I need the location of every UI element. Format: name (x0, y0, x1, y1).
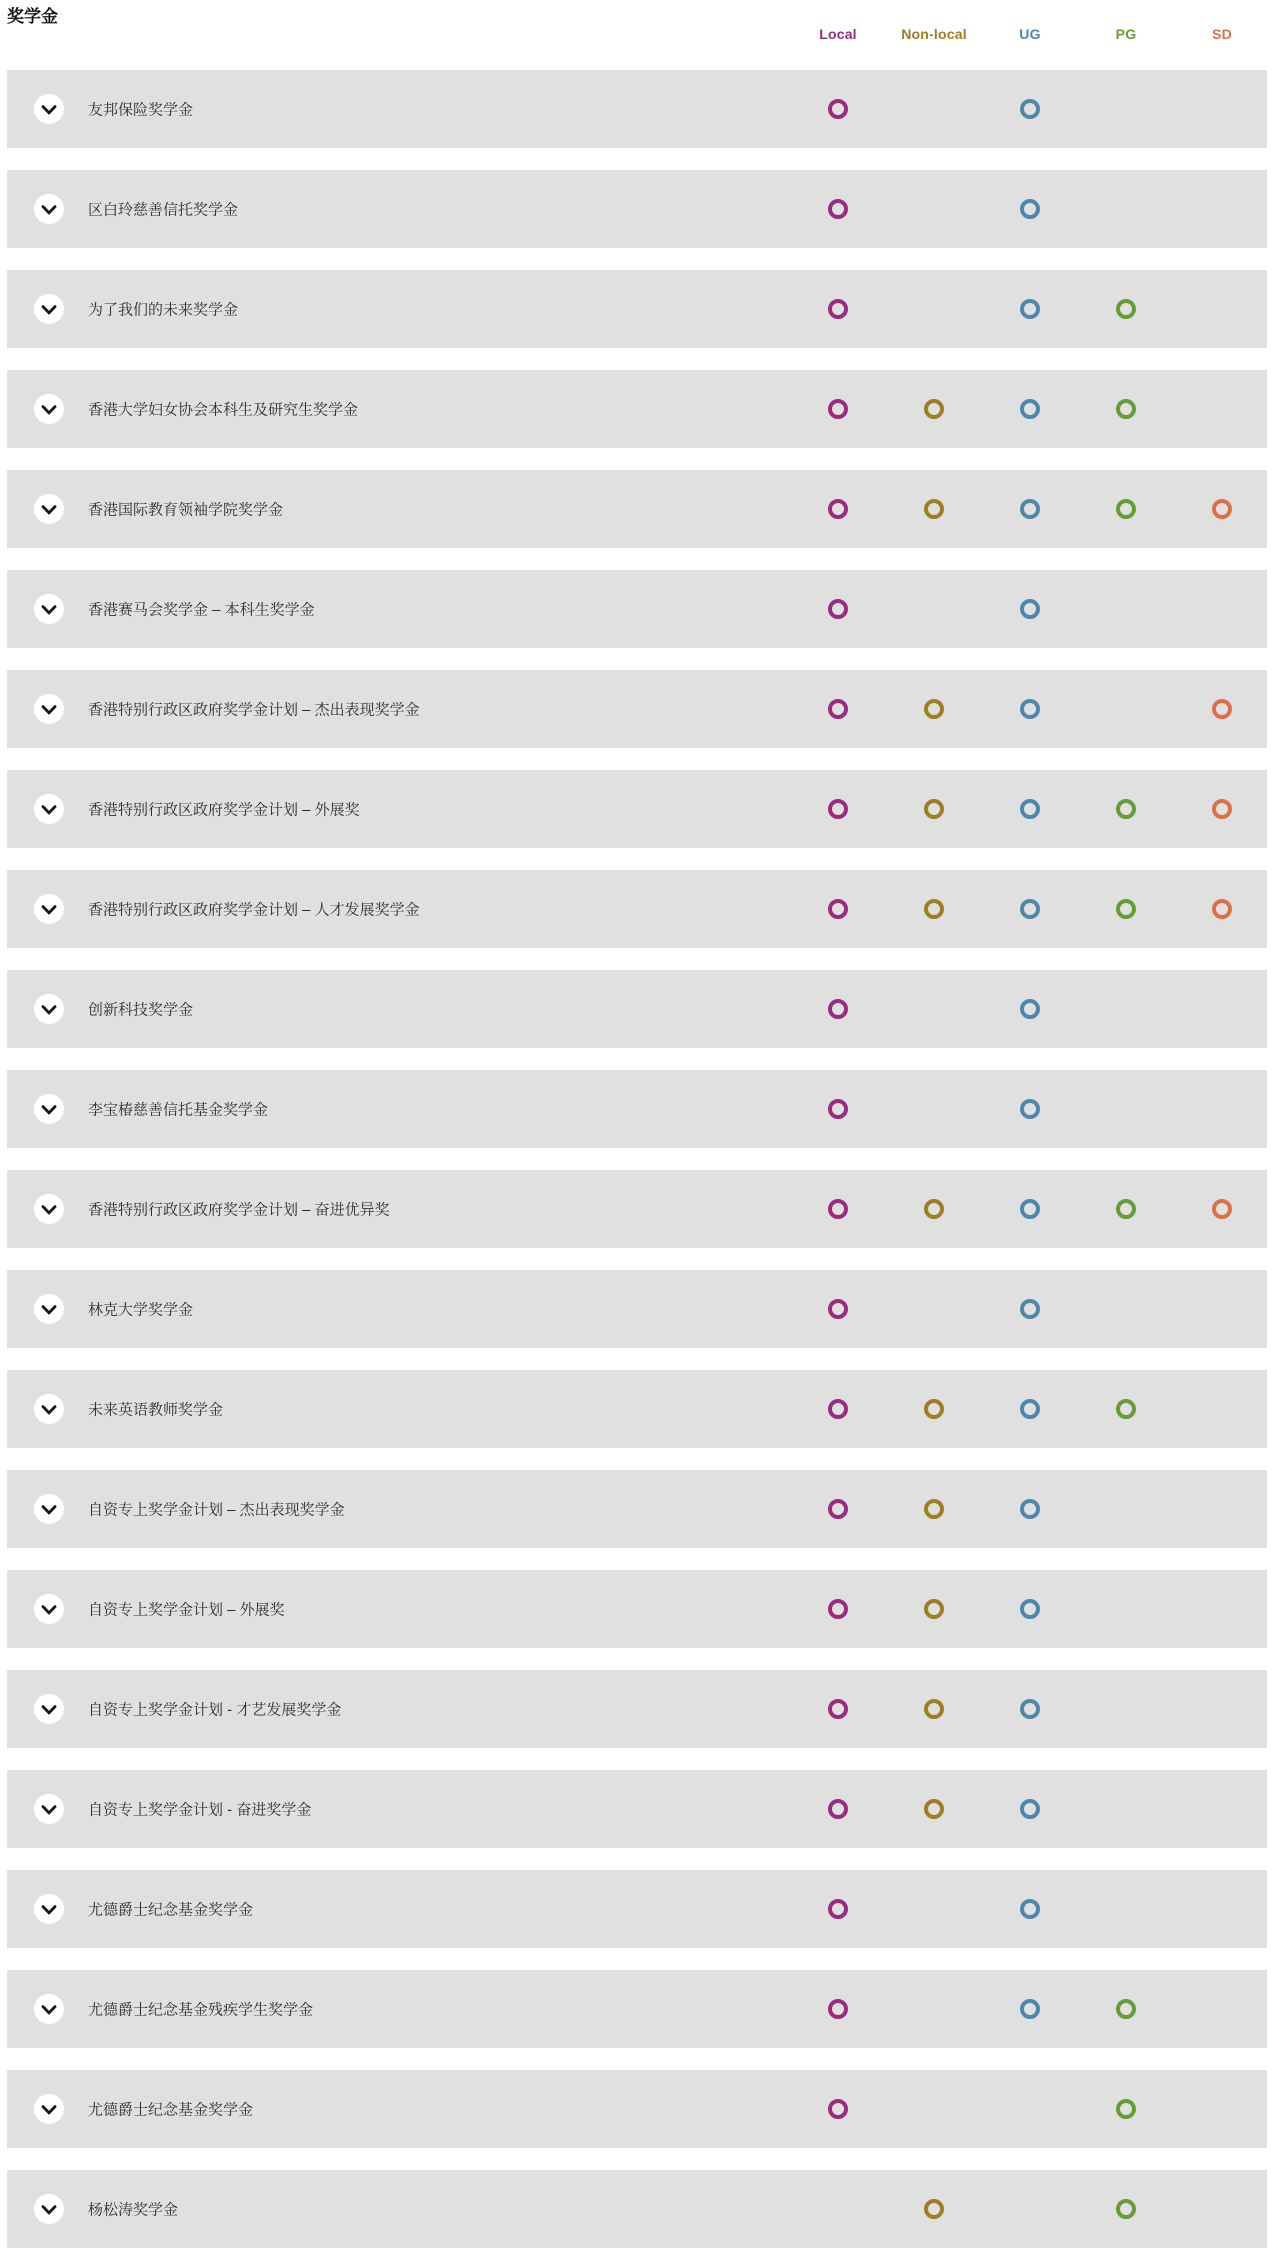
local-ring-icon (828, 2099, 848, 2119)
pg-ring-icon (1116, 2199, 1136, 2219)
non_local-ring-icon (924, 699, 944, 719)
mark-cell-sd (1174, 1070, 1270, 1148)
mark-cell-pg (1078, 1870, 1174, 1948)
chevron-down-icon (41, 1705, 57, 1715)
column-header-sd: SD (1212, 26, 1232, 42)
mark-cell-ug (982, 1070, 1078, 1148)
expand-button[interactable] (34, 1194, 64, 1224)
scholarship-name: 香港赛马会奖学金 – 本科生奖学金 (88, 601, 315, 619)
mark-cell-non_local (886, 2070, 982, 2148)
scholarship-name: 自资专上奖学金计划 – 外展奖 (88, 1601, 285, 1619)
scholarship-row[interactable] (7, 370, 1267, 448)
non_local-ring-icon (924, 1799, 944, 1819)
local-ring-icon (828, 199, 848, 219)
expand-button[interactable] (34, 394, 64, 424)
mark-cells (790, 2070, 1270, 2148)
mark-cell-pg (1078, 1170, 1174, 1248)
ug-ring-icon (1020, 899, 1040, 919)
chevron-down-icon (41, 1205, 57, 1215)
chevron-down-icon (41, 405, 57, 415)
chevron-down-icon (41, 1305, 57, 1315)
local-ring-icon (828, 1699, 848, 1719)
mark-cell-sd (1174, 770, 1270, 848)
local-ring-icon (828, 999, 848, 1019)
chevron-down-icon (41, 805, 57, 815)
expand-button[interactable] (34, 994, 64, 1024)
expand-button[interactable] (34, 1494, 64, 1524)
mark-cell-local (790, 1770, 886, 1848)
mark-cell-sd (1174, 2070, 1270, 2148)
local-ring-icon (828, 299, 848, 319)
sd-ring-icon (1212, 899, 1232, 919)
mark-cell-ug (982, 1570, 1078, 1648)
mark-cell-pg (1078, 1570, 1174, 1648)
mark-cell-non_local (886, 1570, 982, 1648)
mark-cells (790, 1070, 1270, 1148)
mark-cell-local (790, 1670, 886, 1748)
mark-cells (790, 1270, 1270, 1348)
mark-cell-non_local (886, 2170, 982, 2248)
mark-cell-non_local (886, 1470, 982, 1548)
mark-cell-pg (1078, 870, 1174, 948)
mark-cell-ug (982, 2170, 1078, 2248)
mark-cell-local (790, 270, 886, 348)
local-ring-icon (828, 1799, 848, 1819)
scholarship-name: 自资专上奖学金计划 – 杰出表现奖学金 (88, 1501, 345, 1519)
pg-ring-icon (1116, 2099, 1136, 2119)
mark-cell-ug (982, 470, 1078, 548)
mark-cells (790, 2170, 1270, 2248)
scholarship-row[interactable] (7, 1870, 1267, 1948)
mark-cell-ug (982, 2070, 1078, 2148)
mark-cells (790, 1770, 1270, 1848)
scholarship-name: 区白玲慈善信托奖学金 (88, 201, 239, 219)
ug-ring-icon (1020, 399, 1040, 419)
mark-cell-sd (1174, 1670, 1270, 1748)
mark-cell-sd (1174, 70, 1270, 148)
mark-cell-local (790, 2170, 886, 2248)
scholarship-name: 创新科技奖学金 (88, 1001, 194, 1019)
ug-ring-icon (1020, 1199, 1040, 1219)
mark-cell-local (790, 2070, 886, 2148)
scholarship-name: 尤德爵士纪念基金残疾学生奖学金 (88, 2001, 314, 2019)
scholarship-row[interactable] (7, 770, 1267, 848)
mark-cell-pg (1078, 2070, 1174, 2148)
scholarship-name: 香港特别行政区政府奖学金计划 – 外展奖 (88, 801, 360, 819)
mark-cell-non_local (886, 1070, 982, 1148)
mark-cells (790, 670, 1270, 748)
expand-button[interactable] (34, 1094, 64, 1124)
scholarship-name: 自资专上奖学金计划 - 奋进奖学金 (88, 1801, 312, 1819)
local-ring-icon (828, 99, 848, 119)
mark-cell-pg (1078, 970, 1174, 1048)
expand-button[interactable] (34, 1994, 64, 2024)
chevron-down-icon (41, 1505, 57, 1515)
local-ring-icon (828, 1199, 848, 1219)
mark-cells (790, 970, 1270, 1048)
column-header-local: Local (819, 26, 857, 42)
chevron-down-icon (41, 2205, 57, 2215)
mark-cell-sd (1174, 370, 1270, 448)
mark-cell-non_local (886, 570, 982, 648)
mark-cell-pg (1078, 1370, 1174, 1448)
ug-ring-icon (1020, 299, 1040, 319)
chevron-down-icon (41, 305, 57, 315)
mark-cell-pg (1078, 770, 1174, 848)
ug-ring-icon (1020, 99, 1040, 119)
ug-ring-icon (1020, 1799, 1040, 1819)
expand-button[interactable] (34, 794, 64, 824)
mark-cell-ug (982, 770, 1078, 848)
mark-cell-ug (982, 1770, 1078, 1848)
mark-cell-non_local (886, 870, 982, 948)
mark-cell-non_local (886, 1670, 982, 1748)
expand-button[interactable] (34, 1894, 64, 1924)
mark-cell-ug (982, 1670, 1078, 1748)
mark-cell-sd (1174, 1470, 1270, 1548)
scholarship-row[interactable] (7, 1270, 1267, 1348)
mark-cell-non_local (886, 770, 982, 848)
mark-cell-ug (982, 70, 1078, 148)
mark-cell-ug (982, 970, 1078, 1048)
scholarship-name: 香港特别行政区政府奖学金计划 – 杰出表现奖学金 (88, 701, 420, 719)
mark-cell-ug (982, 1170, 1078, 1248)
mark-cell-local (790, 970, 886, 1048)
chevron-down-icon (41, 1405, 57, 1415)
local-ring-icon (828, 799, 848, 819)
ug-ring-icon (1020, 999, 1040, 1019)
mark-cell-ug (982, 1470, 1078, 1548)
pg-ring-icon (1116, 899, 1136, 919)
local-ring-icon (828, 1999, 848, 2019)
scholarship-name: 友邦保险奖学金 (88, 101, 194, 119)
mark-cell-non_local (886, 170, 982, 248)
local-ring-icon (828, 699, 848, 719)
mark-cell-sd (1174, 870, 1270, 948)
sd-ring-icon (1212, 499, 1232, 519)
mark-cell-local (790, 1970, 886, 2048)
column-header-ug: UG (1019, 26, 1041, 42)
mark-cell-sd (1174, 2170, 1270, 2248)
scholarship-row[interactable] (7, 70, 1267, 148)
mark-cell-non_local (886, 1270, 982, 1348)
mark-cells (790, 1470, 1270, 1548)
non_local-ring-icon (924, 1399, 944, 1419)
scholarship-row[interactable] (7, 2070, 1267, 2148)
page-title: 奖学金 (7, 7, 58, 26)
mark-cells (790, 1370, 1270, 1448)
sd-ring-icon (1212, 1199, 1232, 1219)
ug-ring-icon (1020, 699, 1040, 719)
local-ring-icon (828, 1499, 848, 1519)
ug-ring-icon (1020, 1099, 1040, 1119)
mark-cell-ug (982, 1870, 1078, 1948)
scholarship-row[interactable] (7, 270, 1267, 348)
mark-cell-pg (1078, 70, 1174, 148)
chevron-down-icon (41, 1005, 57, 1015)
non_local-ring-icon (924, 1699, 944, 1719)
mark-cell-local (790, 770, 886, 848)
mark-cell-local (790, 1170, 886, 1248)
mark-cells (790, 370, 1270, 448)
scholarship-row[interactable] (7, 1170, 1267, 1248)
expand-button[interactable] (34, 194, 64, 224)
mark-cell-pg (1078, 1470, 1174, 1548)
expand-button[interactable] (34, 1694, 64, 1724)
scholarship-row[interactable] (7, 1970, 1267, 2048)
expand-button[interactable] (34, 1294, 64, 1324)
non_local-ring-icon (924, 899, 944, 919)
chevron-down-icon (41, 1805, 57, 1815)
pg-ring-icon (1116, 499, 1136, 519)
scholarship-row[interactable] (7, 1570, 1267, 1648)
mark-cell-pg (1078, 470, 1174, 548)
pg-ring-icon (1116, 399, 1136, 419)
scholarship-name: 尤德爵士纪念基金奖学金 (88, 1901, 254, 1919)
sd-ring-icon (1212, 699, 1232, 719)
chevron-down-icon (41, 1105, 57, 1115)
chevron-down-icon (41, 1605, 57, 1615)
mark-cell-sd (1174, 1970, 1270, 2048)
mark-cell-non_local (886, 70, 982, 148)
column-headers (790, 26, 1270, 42)
mark-cell-ug (982, 1370, 1078, 1448)
mark-cell-sd (1174, 1170, 1270, 1248)
ug-ring-icon (1020, 1299, 1040, 1319)
mark-cell-pg (1078, 170, 1174, 248)
mark-cell-local (790, 670, 886, 748)
local-ring-icon (828, 1599, 848, 1619)
non_local-ring-icon (924, 1199, 944, 1219)
mark-cell-ug (982, 1970, 1078, 2048)
mark-cell-sd (1174, 670, 1270, 748)
mark-cell-non_local (886, 270, 982, 348)
mark-cells (790, 1970, 1270, 2048)
mark-cells (790, 570, 1270, 648)
mark-cells (790, 770, 1270, 848)
mark-cell-sd (1174, 1570, 1270, 1648)
pg-ring-icon (1116, 1399, 1136, 1419)
non_local-ring-icon (924, 499, 944, 519)
local-ring-icon (828, 599, 848, 619)
scholarship-row[interactable] (7, 470, 1267, 548)
column-header-non_local: Non-local (901, 26, 967, 42)
mark-cell-non_local (886, 370, 982, 448)
mark-cells (790, 470, 1270, 548)
expand-button[interactable] (34, 1594, 64, 1624)
local-ring-icon (828, 1099, 848, 1119)
mark-cell-ug (982, 170, 1078, 248)
scholarship-list (7, 70, 1267, 2255)
mark-cells (790, 270, 1270, 348)
mark-cell-ug (982, 1270, 1078, 1348)
ug-ring-icon (1020, 1399, 1040, 1419)
mark-cells (790, 1870, 1270, 1948)
mark-cell-non_local (886, 1370, 982, 1448)
scholarship-name: 自资专上奖学金计划 - 才艺发展奖学金 (88, 1701, 342, 1719)
mark-cell-sd (1174, 970, 1270, 1048)
chevron-down-icon (41, 105, 57, 115)
mark-cells (790, 170, 1270, 248)
mark-cell-non_local (886, 470, 982, 548)
local-ring-icon (828, 399, 848, 419)
ug-ring-icon (1020, 1499, 1040, 1519)
scholarship-name: 未来英语教师奖学金 (88, 1401, 224, 1419)
mark-cell-non_local (886, 670, 982, 748)
expand-button[interactable] (34, 94, 64, 124)
mark-cell-sd (1174, 170, 1270, 248)
expand-button[interactable] (34, 694, 64, 724)
mark-cell-sd (1174, 470, 1270, 548)
chevron-down-icon (41, 2005, 57, 2015)
expand-button[interactable] (34, 894, 64, 924)
mark-cells (790, 1670, 1270, 1748)
mark-cell-local (790, 1370, 886, 1448)
mark-cells (790, 870, 1270, 948)
mark-cell-ug (982, 570, 1078, 648)
scholarship-row[interactable] (7, 870, 1267, 948)
mark-cell-local (790, 1870, 886, 1948)
scholarship-name: 香港大学妇女协会本科生及研究生奖学金 (88, 401, 359, 419)
scholarship-row[interactable] (7, 1370, 1267, 1448)
mark-cell-local (790, 870, 886, 948)
sd-ring-icon (1212, 799, 1232, 819)
mark-cell-sd (1174, 1870, 1270, 1948)
ug-ring-icon (1020, 1999, 1040, 2019)
mark-cell-ug (982, 670, 1078, 748)
mark-cell-non_local (886, 1770, 982, 1848)
local-ring-icon (828, 1899, 848, 1919)
mark-cell-pg (1078, 2170, 1174, 2248)
mark-cell-non_local (886, 1870, 982, 1948)
scholarship-name: 香港国际教育领袖学院奖学金 (88, 501, 284, 519)
scholarship-row[interactable] (7, 1070, 1267, 1148)
mark-cell-local (790, 1270, 886, 1348)
scholarship-name: 为了我们的未来奖学金 (88, 301, 239, 319)
scholarship-name: 杨松涛奖学金 (88, 2201, 179, 2219)
mark-cells (790, 1170, 1270, 1248)
non_local-ring-icon (924, 799, 944, 819)
non_local-ring-icon (924, 399, 944, 419)
mark-cell-pg (1078, 1270, 1174, 1348)
expand-button[interactable] (34, 1394, 64, 1424)
column-header-pg: PG (1115, 26, 1137, 42)
mark-cell-sd (1174, 570, 1270, 648)
mark-cell-pg (1078, 670, 1174, 748)
chevron-down-icon (41, 905, 57, 915)
scholarship-row[interactable] (7, 670, 1267, 748)
mark-cell-non_local (886, 970, 982, 1048)
mark-cell-pg (1078, 1670, 1174, 1748)
mark-cell-local (790, 70, 886, 148)
non_local-ring-icon (924, 1599, 944, 1619)
ug-ring-icon (1020, 1699, 1040, 1719)
scholarship-name: 香港特别行政区政府奖学金计划 – 奋进优异奖 (88, 1201, 390, 1219)
pg-ring-icon (1116, 1999, 1136, 2019)
scholarship-row[interactable] (7, 1770, 1267, 1848)
chevron-down-icon (41, 1905, 57, 1915)
scholarship-name: 李宝椿慈善信托基金奖学金 (88, 1101, 269, 1119)
ug-ring-icon (1020, 1899, 1040, 1919)
mark-cells (790, 1570, 1270, 1648)
mark-cell-pg (1078, 1770, 1174, 1848)
ug-ring-icon (1020, 1599, 1040, 1619)
mark-cell-local (790, 1570, 886, 1648)
pg-ring-icon (1116, 799, 1136, 819)
expand-button[interactable] (34, 294, 64, 324)
pg-ring-icon (1116, 299, 1136, 319)
mark-cell-local (790, 170, 886, 248)
chevron-down-icon (41, 605, 57, 615)
scholarship-name: 尤德爵士纪念基金奖学金 (88, 2101, 254, 2119)
local-ring-icon (828, 1399, 848, 1419)
mark-cell-sd (1174, 1370, 1270, 1448)
mark-cell-local (790, 570, 886, 648)
mark-cell-pg (1078, 1970, 1174, 2048)
scholarship-row[interactable] (7, 2170, 1267, 2248)
chevron-down-icon (41, 205, 57, 215)
chevron-down-icon (41, 505, 57, 515)
chevron-down-icon (41, 2105, 57, 2115)
ug-ring-icon (1020, 199, 1040, 219)
expand-button[interactable] (34, 1794, 64, 1824)
local-ring-icon (828, 1299, 848, 1319)
mark-cell-local (790, 470, 886, 548)
expand-button[interactable] (34, 594, 64, 624)
mark-cell-sd (1174, 1270, 1270, 1348)
chevron-down-icon (41, 705, 57, 715)
scholarship-name: 香港特别行政区政府奖学金计划 – 人才发展奖学金 (88, 901, 420, 919)
mark-cell-pg (1078, 1070, 1174, 1148)
mark-cell-sd (1174, 270, 1270, 348)
local-ring-icon (828, 899, 848, 919)
scholarship-name: 林克大学奖学金 (88, 1301, 194, 1319)
ug-ring-icon (1020, 599, 1040, 619)
expand-button[interactable] (34, 2194, 64, 2224)
mark-cell-ug (982, 270, 1078, 348)
mark-cell-ug (982, 870, 1078, 948)
mark-cell-local (790, 1070, 886, 1148)
mark-cell-pg (1078, 570, 1174, 648)
scholarship-row[interactable] (7, 170, 1267, 248)
expand-button[interactable] (34, 2094, 64, 2124)
scholarship-row[interactable] (7, 970, 1267, 1048)
mark-cell-pg (1078, 270, 1174, 348)
mark-cell-sd (1174, 1770, 1270, 1848)
ug-ring-icon (1020, 799, 1040, 819)
mark-cells (790, 70, 1270, 148)
mark-cell-local (790, 1470, 886, 1548)
mark-cell-ug (982, 370, 1078, 448)
expand-button[interactable] (34, 494, 64, 524)
ug-ring-icon (1020, 499, 1040, 519)
pg-ring-icon (1116, 1199, 1136, 1219)
mark-cell-local (790, 370, 886, 448)
non_local-ring-icon (924, 2199, 944, 2219)
mark-cell-non_local (886, 1170, 982, 1248)
scholarship-row[interactable] (7, 570, 1267, 648)
scholarship-row[interactable] (7, 1670, 1267, 1748)
non_local-ring-icon (924, 1499, 944, 1519)
mark-cell-pg (1078, 370, 1174, 448)
scholarship-row[interactable] (7, 1470, 1267, 1548)
local-ring-icon (828, 499, 848, 519)
mark-cell-non_local (886, 1970, 982, 2048)
